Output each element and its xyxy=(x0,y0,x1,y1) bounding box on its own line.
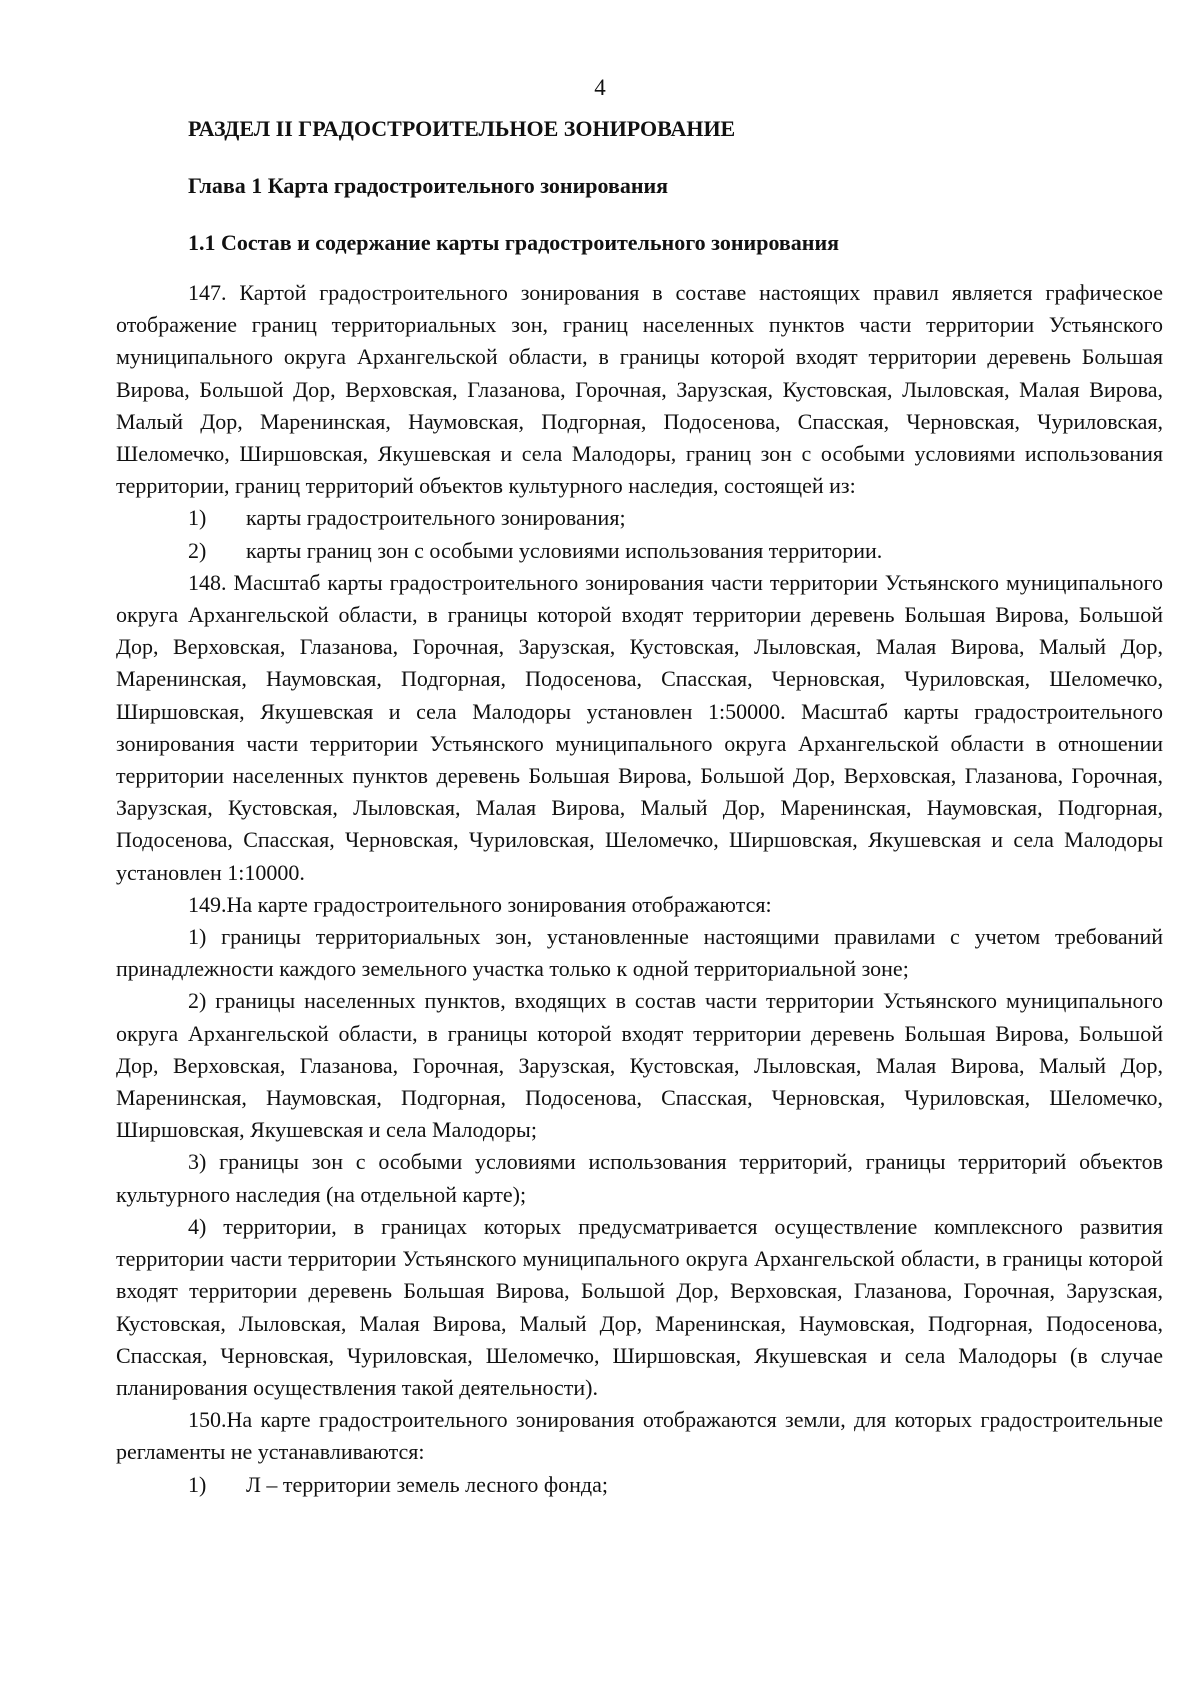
list-item-text: Л – территории земель лесного фонда; xyxy=(246,1471,609,1497)
document-body xyxy=(116,114,1163,1501)
list-item-text: карты границ зон с особыми условиями использования территории. xyxy=(246,537,883,563)
list-item-number: 1) xyxy=(188,1471,207,1497)
section-title: РАЗДЕЛ II ГРАДОСТРОИТЕЛЬНОЕ ЗОНИРОВАНИЕ xyxy=(188,116,736,141)
paragraph-149-item-4: 4) территории, в границах которых предусматривается осуществление комплексного развития территории части территории Устьянского муниципального округа Архангельской области, в границы которой входят территории деревень Большая Вирова, Большой Дор, Верховская, Глазанова, Горочная, Зарузская, Кустовская, Лыловская, Малая Вирова, Малый Дор, Маренинская, Наумовская, Подгорная, Подосенова, Спасская, Черновская, Чуриловская, Шеломечко, Ширшовская, Якушевская и села Малодоры (в случае планирования осуществления такой деятельности). xyxy=(116,1213,1163,1400)
paragraph-147: 147. Картой градостроительного зонирования в составе настоящих правил является графическое отображение границ территориальных зон, границ населенных пунктов части территории Устьянского муниципального округа Архангельской области, в границы которой входят территории деревень Большая Вирова, Большой Дор, Верховская, Глазанова, Горочная, Зарузская, Кустовская, Лыловская, Малая Вирова, Малый Дор, Маренинская, Наумовская, Подгорная, Подосенова, Спасская, Черновская, Чуриловская, Шеломечко, Ширшовская, Якушевская и села Малодоры, границ зон с особыми условиями использования территории, границ территорий объектов культурного наследия, состоящей из: xyxy=(116,280,1163,499)
chapter-title: Глава 1 Карта градостроительного зонирования xyxy=(188,173,669,198)
paragraph-149-item-3: 3) границы зон с особыми условиями использования территорий, границы территорий объектов культурного наследия (на отдельной карте); xyxy=(116,1149,1163,1207)
list-item-number: 1) xyxy=(188,505,207,531)
list-item xyxy=(116,502,1163,534)
list-item xyxy=(116,535,1163,567)
paragraph-148: 148. Масштаб карты градостроительного зонирования части территории Устьянского муниципального округа Архангельской области, в границы которой входят территории деревень Большая Вирова, Большой Дор, Верховская, Глазанова, Горочная, Зарузская, Кустовская, Лыловская, Малая Вирова, Малый Дор, Маренинская, Наумовская, Подгорная, Подосенова, Спасская, Черновская, Чуриловская, Шеломечко, Ширшовская, Якушевская и села Малодоры установлен 1:50000. Масштаб карты градостроительного зонирования части территории Устьянского муниципального округа Архангельской области в отношении территории населенных пунктов деревень Большая Вирова, Большой Дор, Верховская, Глазанова, Горочная, Зарузская, Кустовская, Лыловская, Малая Вирова, Малый Дор, Маренинская, Наумовская, Подгорная, Подосенова, Спасская, Черновская, Чуриловская, Шеломечко, Ширшовская, Якушевская и села Малодоры установлен 1:10000. xyxy=(116,569,1163,885)
list-item-number: 2) xyxy=(188,537,207,563)
paragraph-149-item-2: 2) границы населенных пунктов, входящих в состав части территории Устьянского муниципального округа Архангельской области, в границы которой входят территории деревень Большая Вирова, Большой Дор, Верховская, Глазанова, Горочная, Зарузская, Кустовская, Лыловская, Малая Вирова, Малый Дор, Маренинская, Наумовская, Подгорная, Подосенова, Спасская, Черновская, Чуриловская, Шеломечко, Ширшовская, Якушевская и села Малодоры; xyxy=(116,988,1163,1143)
paragraph-149-item-1: 1) границы территориальных зон, установленные настоящими правилами с учетом требований принадлежности каждого земельного участка только к одной территориальной зоне; xyxy=(116,924,1163,982)
paragraph-149: 149.На карте градостроительного зонирования отображаются: xyxy=(188,891,772,917)
subsection-title: 1.1 Состав и содержание карты градостроительного зонирования xyxy=(188,230,840,255)
page-number: 4 xyxy=(594,75,606,100)
paragraph-150: 150.На карте градостроительного зонирования отображаются земли, для которых градостроительные регламенты не устанавливаются: xyxy=(116,1407,1163,1465)
list-item xyxy=(116,1469,1163,1501)
list-item-text: карты градостроительного зонирования; xyxy=(246,505,626,531)
